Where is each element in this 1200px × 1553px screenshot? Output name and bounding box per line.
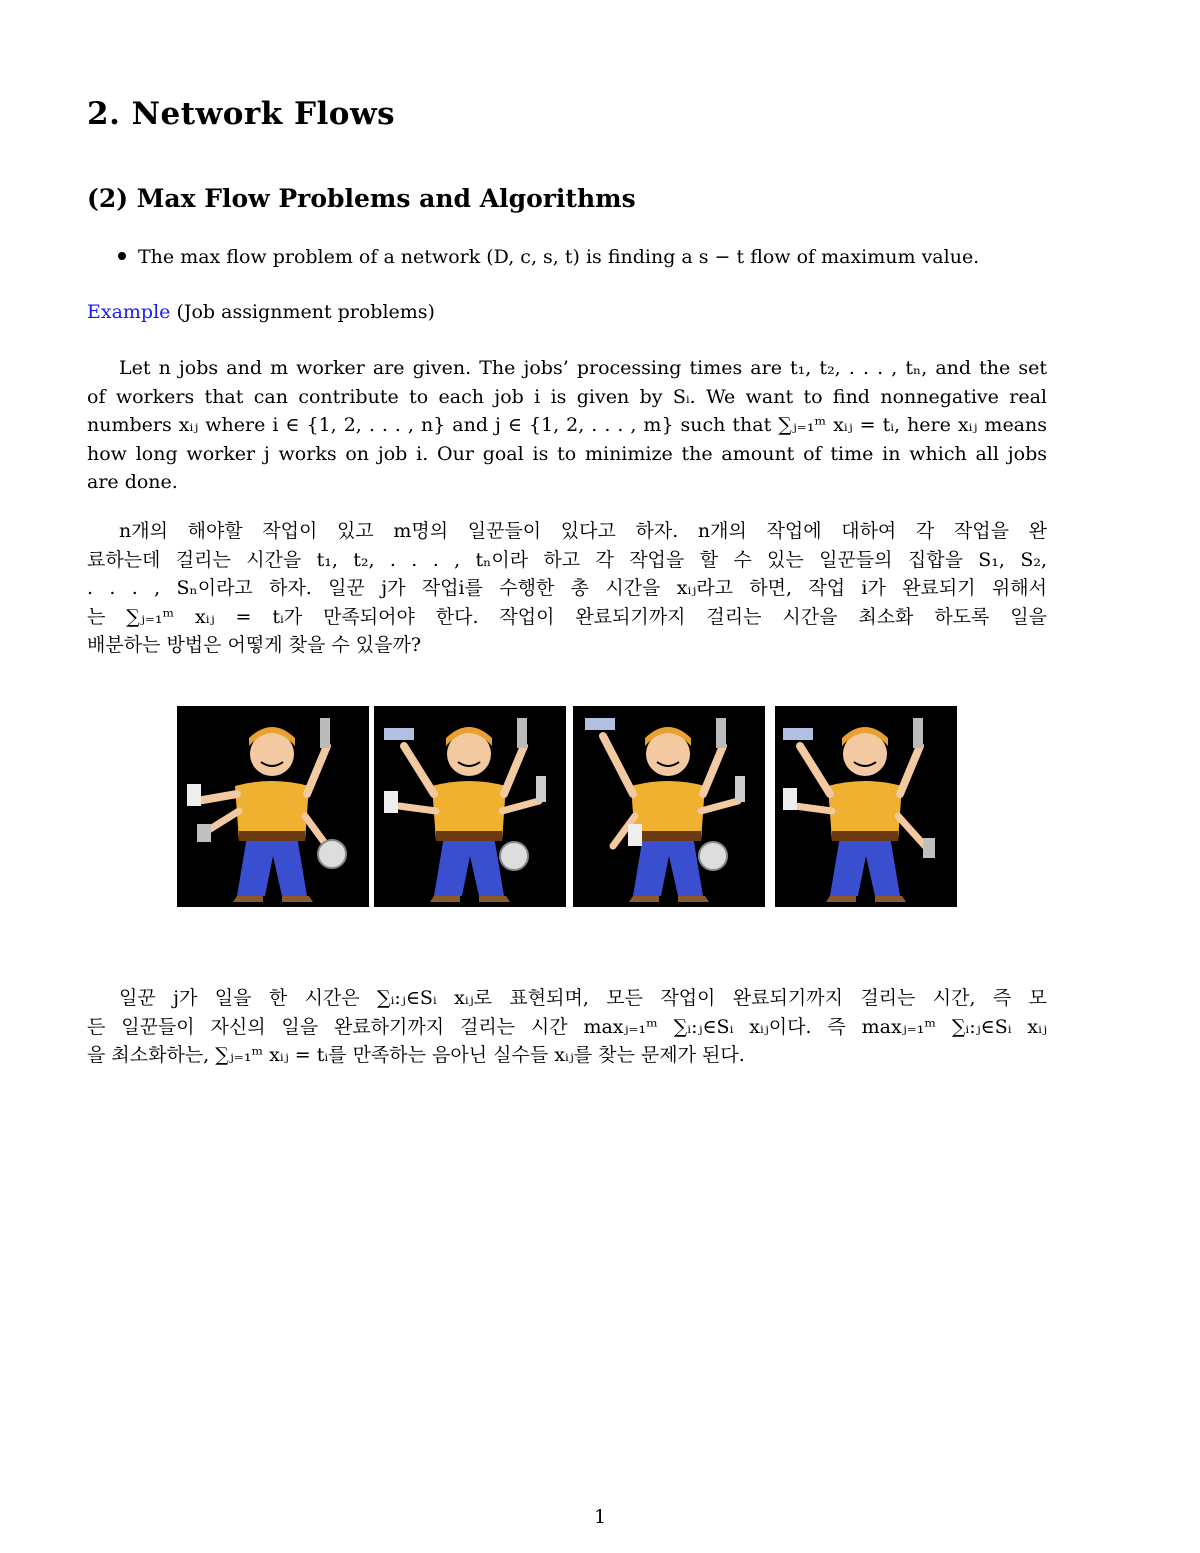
paragraph-line: 을 최소화하는, ∑ⱼ₌₁ᵐ xᵢⱼ = tᵢ를 만족하는 음아닌 실수들 xᵢⱼ를 찾는 문제가 된다. (87, 1044, 745, 1066)
worker-illustration (573, 706, 765, 907)
paragraph-line: 는 ∑ⱼ₌₁ᵐ xᵢⱼ = tᵢ가 만족되어야 한다. 작업이 완료되기까지 걸리는 시간을 최소화 하도록 일을 (87, 605, 1047, 628)
paragraph-line: . . . , Sₙ이라고 하자. 일꾼 j가 작업i를 수행한 총 시간을 xᵢⱼ라고 하면, 작업 i가 완료되기 위해서 (87, 577, 1047, 599)
page-number: 1 (593, 1506, 607, 1528)
bullet-item (118, 243, 979, 271)
paragraph-line: n개의 해야할 작업이 있고 m명의 일꾼들이 있다고 하자. n개의 작업에 대하여 각 작업을 완 (119, 520, 1047, 542)
english-paragraph (87, 354, 1047, 497)
paragraph-line: 료하는데 걸리는 시간을 t₁, t₂, . . . , tₙ이라 하고 각 작업을 할 수 있는 일꾼들의 집합을 S₁, S₂, (87, 548, 1047, 571)
paragraph-line: how long worker j works on job i. Our goal is to minimize the amount of time in which all jobs (87, 442, 1047, 465)
subsection-heading: (2) Max Flow Problems and Algorithms (87, 184, 636, 213)
korean-paragraph-2 (87, 984, 1047, 1070)
section-heading: 2. Network Flows (87, 96, 396, 132)
example-line (87, 298, 435, 326)
paragraph-line: 배분하는 방법은 어떻게 찾을 수 있을까? (87, 634, 422, 656)
paragraph-line: 일꾼 j가 일을 한 시간은 ∑ᵢ:ⱼ∈Sᵢ xᵢⱼ로 표현되며, 모든 작업이 완료되기까지 걸리는 시간, 즉 모 (119, 987, 1047, 1009)
paragraph-line: of workers that can contribute to each job i is given by Sᵢ. We want to find nonnegative real (87, 385, 1047, 408)
worker-illustration (374, 706, 566, 907)
example-title: (Job assignment problems) (176, 301, 435, 323)
paragraph-line: numbers xᵢⱼ where i ∈ {1, 2, . . . , n} and j ∈ {1, 2, . . . , m} such that ∑ⱼ₌₁ᵐ xᵢⱼ = tᵢ, here xᵢⱼ means (87, 414, 1047, 436)
korean-paragraph (87, 517, 1047, 660)
bullet-text: The max flow problem of a network (D, c, s, t) is finding a s − t flow of maximum value. (138, 246, 980, 268)
paragraph-line: Let n jobs and m worker are given. The jobs’ processing times are t₁, t₂, . . . , tₙ, and the set (119, 357, 1047, 379)
paragraph-line: 든 일꾼들이 자신의 일을 완료하기까지 걸리는 시간 maxⱼ₌₁ᵐ ∑ᵢ:ⱼ∈Sᵢ xᵢⱼ이다. 즉 maxⱼ₌₁ᵐ ∑ᵢ:ⱼ∈Sᵢ xᵢⱼ (87, 1015, 1047, 1038)
worker-illustration (775, 706, 957, 907)
worker-illustration-strip (177, 706, 957, 907)
worker-illustration (177, 706, 369, 907)
example-link[interactable]: Example (87, 301, 171, 323)
bullet-icon (118, 252, 126, 260)
paragraph-line: are done. (87, 471, 178, 493)
